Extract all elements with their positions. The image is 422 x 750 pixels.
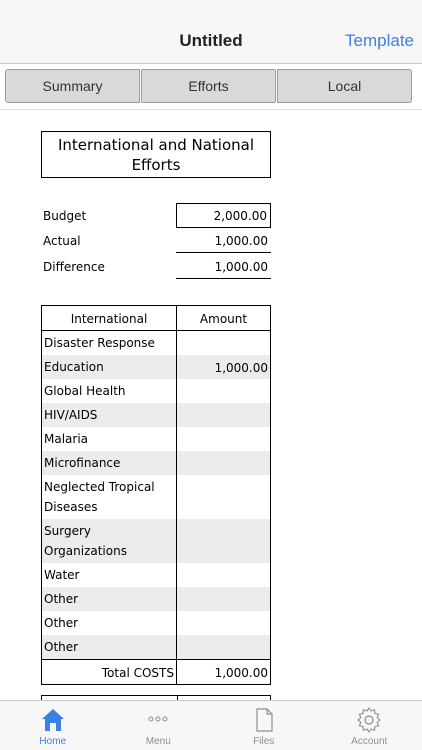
row-amount[interactable] <box>177 587 270 611</box>
total-row <box>42 659 270 684</box>
row-label: Microfinance <box>42 451 177 475</box>
row-amount[interactable] <box>177 519 270 563</box>
row-amount[interactable] <box>177 611 270 635</box>
row-label: Neglected Tropical Diseases <box>42 475 177 519</box>
difference-row <box>41 254 271 279</box>
row-amount[interactable] <box>177 379 270 403</box>
tab-summary[interactable]: Summary <box>5 69 140 103</box>
sheet-title: International and National Efforts <box>41 131 271 178</box>
row-label: Global Health <box>42 379 177 403</box>
document-scroll-area[interactable] <box>0 110 422 700</box>
tabbar-item-account[interactable] <box>317 701 422 750</box>
row-label: Other <box>42 611 177 635</box>
table-row <box>42 635 270 659</box>
total-label: Total COSTS <box>42 660 177 684</box>
row-amount[interactable] <box>177 331 270 355</box>
table-row <box>42 403 270 427</box>
row-amount[interactable]: 1,000.00 <box>177 355 270 379</box>
international-table <box>41 305 271 685</box>
table-row <box>42 475 270 519</box>
tabbar-item-files[interactable] <box>211 701 317 750</box>
row-amount[interactable] <box>177 475 270 519</box>
column-header-amount: Amount <box>199 312 248 326</box>
table-row <box>42 587 270 611</box>
actual-value: 1,000.00 <box>176 228 271 253</box>
table-row <box>42 355 270 379</box>
tabbar-label-account: Account <box>351 736 388 747</box>
tabbar-item-home[interactable] <box>0 701 106 750</box>
row-label: Other <box>42 587 177 611</box>
budget-label: Budget <box>43 209 87 223</box>
segmented-control <box>5 69 412 103</box>
table-row <box>42 611 270 635</box>
row-label: Surgery Organizations <box>42 519 177 563</box>
tab-bar <box>0 700 422 750</box>
actual-row <box>41 228 271 253</box>
actual-label: Actual <box>43 234 81 248</box>
row-amount[interactable] <box>177 451 270 475</box>
budget-row <box>41 203 271 228</box>
file-icon <box>250 706 278 734</box>
tab-efforts[interactable]: Efforts <box>141 69 276 103</box>
column-header-international: International <box>42 306 177 330</box>
tabbar-label-files: Files <box>253 736 275 747</box>
row-amount[interactable] <box>177 563 270 587</box>
row-label: Education <box>42 355 177 379</box>
table-body <box>42 331 270 659</box>
row-label: Disaster Response <box>42 331 177 355</box>
table-row <box>42 379 270 403</box>
row-label: HIV/AIDS <box>42 403 177 427</box>
tab-local[interactable]: Local <box>277 69 412 103</box>
row-label: Other <box>42 635 177 659</box>
tabbar-label-home: Home <box>39 736 67 747</box>
table-row <box>42 563 270 587</box>
difference-value: 1,000.00 <box>176 254 271 279</box>
total-value: 1,000.00 <box>214 666 268 680</box>
difference-label: Difference <box>43 260 105 274</box>
budget-field[interactable]: 2,000.00 <box>176 203 271 228</box>
row-amount[interactable] <box>177 403 270 427</box>
home-icon <box>39 706 67 734</box>
row-label: Malaria <box>42 427 177 451</box>
table-row <box>42 451 270 475</box>
more-icon <box>144 706 172 734</box>
row-amount[interactable] <box>177 635 270 659</box>
gear-icon <box>355 706 383 734</box>
table-row <box>42 331 270 355</box>
row-label: Water <box>42 563 177 587</box>
template-button[interactable]: Template <box>345 31 414 50</box>
navigation-bar <box>0 0 422 64</box>
table-header <box>42 306 270 331</box>
table-row <box>42 427 270 451</box>
page-title: Untitled <box>179 31 243 50</box>
table-row <box>42 519 270 563</box>
tabbar-item-menu[interactable] <box>106 701 212 750</box>
tabbar-label-menu: Menu <box>145 736 171 747</box>
row-amount[interactable] <box>177 427 270 451</box>
